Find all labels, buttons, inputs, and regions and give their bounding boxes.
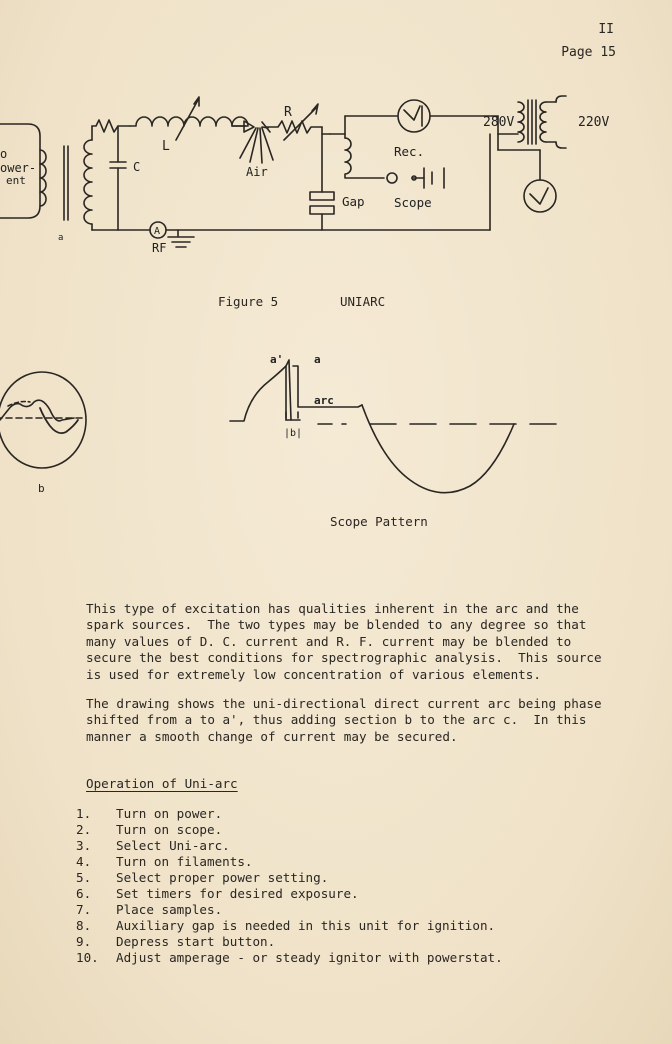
gap-spark: [310, 192, 334, 230]
input-resistor: [92, 120, 130, 132]
paragraph-description: This type of excitation has qualities inherent in the arc and the spark sources. The two types may be blended to any degree so that many values of D. C. current and R. F. current may be blended to secure the best conditions for spectrographic analysis. This source is used for extremely low concentration of various elements.: [86, 601, 602, 682]
label-air: Air: [246, 165, 268, 179]
figure-caption: Figure 5: [218, 294, 279, 309]
step-item: [76, 918, 503, 934]
rec-coil: [345, 138, 384, 178]
step-number: 8.: [76, 918, 92, 933]
label-power-c: ent: [6, 174, 26, 187]
label-capacitor-c: C: [133, 160, 141, 174]
step-item: [76, 950, 503, 966]
step-text: Turn on power.: [116, 806, 223, 821]
scope-pattern-caption: Scope Pattern: [330, 514, 428, 529]
label-power-b: ower-: [0, 161, 37, 175]
step-text: Auxiliary gap is needed in this unit for ignition.: [116, 918, 496, 933]
label-resistor-r: R: [284, 105, 292, 120]
step-number: 5.: [76, 870, 92, 885]
operation-heading: Operation of Uni-arc: [86, 776, 238, 791]
step-text: Set timers for desired exposure.: [116, 886, 359, 901]
step-item: [76, 886, 503, 902]
label-ammeter-a: A: [154, 226, 161, 237]
step-number: 3.: [76, 838, 92, 853]
step-item: [76, 822, 503, 838]
step-item: [76, 934, 503, 950]
step-item: [76, 806, 503, 822]
label-a-prime: a': [270, 353, 284, 366]
step-item: [76, 854, 503, 870]
label-scope: Scope: [394, 195, 432, 210]
label-arc: arc: [314, 394, 334, 407]
capacitor-c: [110, 126, 126, 230]
label-screen-b: b: [38, 482, 45, 495]
scope-tube: [524, 180, 556, 212]
step-number: 2.: [76, 822, 92, 837]
label-gap: Gap: [342, 194, 365, 209]
figure-title: UNIARC: [340, 294, 386, 309]
label-rf: RF: [152, 241, 167, 255]
step-item: [76, 838, 503, 854]
label-a: a: [314, 353, 321, 366]
label-220v: 220V: [578, 115, 610, 130]
inductor-l: [130, 117, 248, 126]
page-number: Page 15: [561, 45, 616, 60]
step-text: Depress start button.: [116, 934, 276, 949]
label-section-b: |b|: [284, 428, 303, 439]
operation-steps: [76, 806, 503, 966]
label-power-a: o: [0, 147, 8, 161]
step-item: [76, 870, 503, 886]
label-280v: 280V: [483, 115, 515, 130]
step-item: [76, 902, 503, 918]
step-number: 4.: [76, 854, 92, 869]
variable-resistor-r: [266, 121, 322, 133]
ground-symbol: [168, 230, 194, 247]
scope-battery: [412, 168, 444, 188]
step-text: Adjust amperage - or steady ignitor with powerstat.: [116, 950, 503, 965]
step-number: 9.: [76, 934, 92, 949]
paragraph-phase-shift: The drawing shows the uni-directional direct current arc being phase shifted from a to a', thus adding section b to the arc c. In this manner a smooth change of current may be secured.: [86, 696, 602, 744]
scope-screen-circle: [0, 372, 86, 468]
step-text: Turn on scope.: [116, 822, 223, 837]
step-text: Place samples.: [116, 902, 223, 917]
step-text: Select Uni-arc.: [116, 838, 230, 853]
step-text: Turn on filaments.: [116, 854, 253, 869]
label-rec: Rec.: [394, 144, 425, 159]
scope-waveform: [230, 360, 560, 493]
step-number: 1.: [76, 806, 92, 821]
step-number: 7.: [76, 902, 92, 917]
label-a-small: a: [58, 233, 64, 243]
label-inductor-l: L: [162, 139, 170, 154]
rectifier-tube: [322, 100, 498, 138]
step-text: Select proper power setting.: [116, 870, 329, 885]
chapter-number: II: [598, 22, 614, 37]
air-gap-electrode: [240, 122, 273, 163]
step-number: 6.: [76, 886, 92, 901]
step-number: 10.: [76, 950, 99, 965]
